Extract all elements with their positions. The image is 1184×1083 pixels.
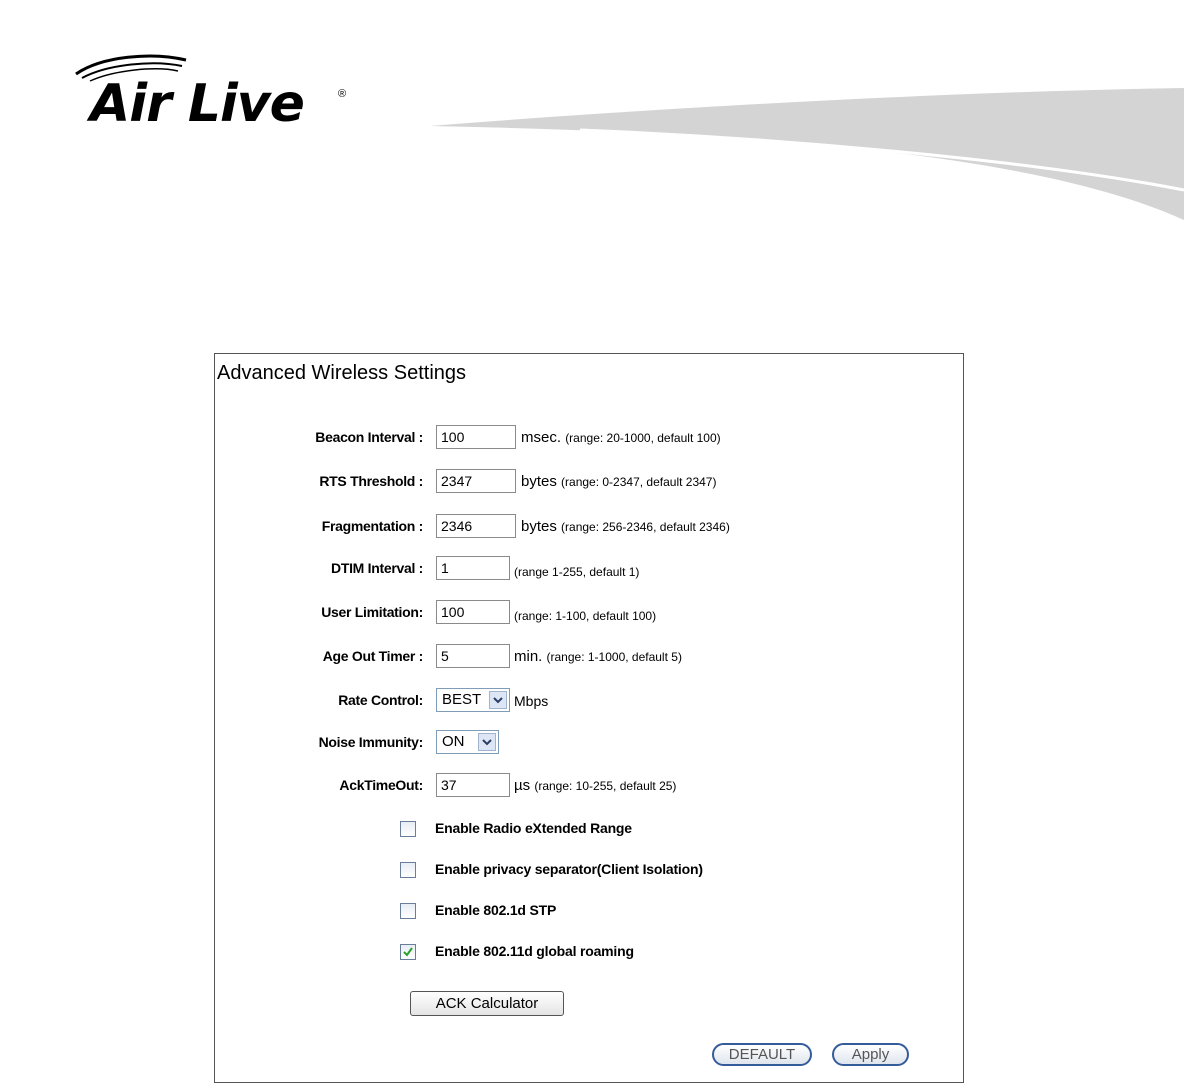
logo-wordmark: Air Live <box>90 74 304 134</box>
radio-extended-range-label: Enable Radio eXtended Range <box>435 820 632 836</box>
dtim-interval-row <box>215 556 963 582</box>
noise-immunity-value: ON <box>442 733 465 750</box>
fragmentation-input[interactable] <box>436 514 516 538</box>
age-out-timer-label: Age Out Timer : <box>322 648 423 664</box>
ack-timeout-input[interactable] <box>436 773 510 797</box>
ack-timeout-hint: (range: 10-255, default 25) <box>534 779 677 793</box>
beacon-interval-label: Beacon Interval : <box>315 429 423 445</box>
privacy-separator-checkbox[interactable] <box>400 862 416 878</box>
noise-immunity-label: Noise Immunity: <box>318 734 423 750</box>
dtim-interval-label: DTIM Interval : <box>331 560 423 576</box>
chevron-down-icon[interactable] <box>478 733 496 751</box>
advanced-wireless-panel <box>214 353 964 1083</box>
noise-immunity-row <box>215 730 963 756</box>
rts-threshold-unit: bytes (range: 0-2347, default 2347) <box>521 473 717 490</box>
airlive-logo <box>72 52 362 142</box>
rts-threshold-hint: (range: 0-2347, default 2347) <box>561 475 717 489</box>
rate-control-label: Rate Control: <box>338 692 423 708</box>
ack-timeout-unit: µs (range: 10-255, default 25) <box>514 777 677 794</box>
age-out-timer-row <box>215 644 963 670</box>
user-limitation-input[interactable] <box>436 600 510 624</box>
beacon-interval-hint: (range: 20-1000, default 100) <box>565 431 721 445</box>
rate-control-select[interactable] <box>436 688 510 712</box>
rts-threshold-row <box>215 469 963 495</box>
rate-control-value: BEST <box>442 691 482 708</box>
chevron-down-icon[interactable] <box>489 691 507 709</box>
apply-button[interactable]: Apply <box>832 1043 909 1066</box>
fragmentation-unit: bytes (range: 256-2346, default 2346) <box>521 518 730 535</box>
registered-mark: ® <box>338 88 347 100</box>
header-decoration <box>430 80 1184 230</box>
default-button[interactable]: DEFAULT <box>712 1043 812 1066</box>
user-limitation-label: User Limitation: <box>321 604 423 620</box>
checkmark-icon <box>402 946 414 958</box>
rate-control-unit: Mbps <box>514 693 549 709</box>
global-roaming-label: Enable 802.11d global roaming <box>435 943 634 959</box>
fragmentation-row <box>215 514 963 540</box>
ack-calculator-button[interactable]: ACK Calculator <box>410 991 564 1016</box>
global-roaming-checkbox[interactable] <box>400 944 416 960</box>
radio-extended-range-checkbox[interactable] <box>400 821 416 837</box>
ack-timeout-row <box>215 773 963 799</box>
noise-immunity-select[interactable] <box>436 730 499 754</box>
fragmentation-label: Fragmentation : <box>321 518 423 534</box>
rts-threshold-label: RTS Threshold : <box>319 473 423 489</box>
beacon-interval-row <box>215 425 963 451</box>
dtim-interval-hint: (range 1-255, default 1) <box>514 565 640 579</box>
age-out-timer-input[interactable] <box>436 644 510 668</box>
age-out-timer-hint: (range: 1-1000, default 5) <box>546 650 682 664</box>
user-limitation-row <box>215 600 963 626</box>
stp-checkbox[interactable] <box>400 903 416 919</box>
stp-label: Enable 802.1d STP <box>435 902 557 918</box>
page-title: Advanced Wireless Settings <box>217 362 467 384</box>
user-limitation-hint: (range: 1-100, default 100) <box>514 609 657 623</box>
fragmentation-hint: (range: 256-2346, default 2346) <box>561 520 730 534</box>
beacon-interval-unit: msec. (range: 20-1000, default 100) <box>521 429 721 446</box>
beacon-interval-input[interactable] <box>436 425 516 449</box>
rate-control-row <box>215 688 963 714</box>
ack-timeout-label: AckTimeOut: <box>339 777 423 793</box>
age-out-timer-unit: min. (range: 1-1000, default 5) <box>514 648 682 665</box>
privacy-separator-label: Enable privacy separator(Client Isolation) <box>435 861 703 877</box>
dtim-interval-input[interactable] <box>436 556 510 580</box>
rts-threshold-input[interactable] <box>436 469 516 493</box>
